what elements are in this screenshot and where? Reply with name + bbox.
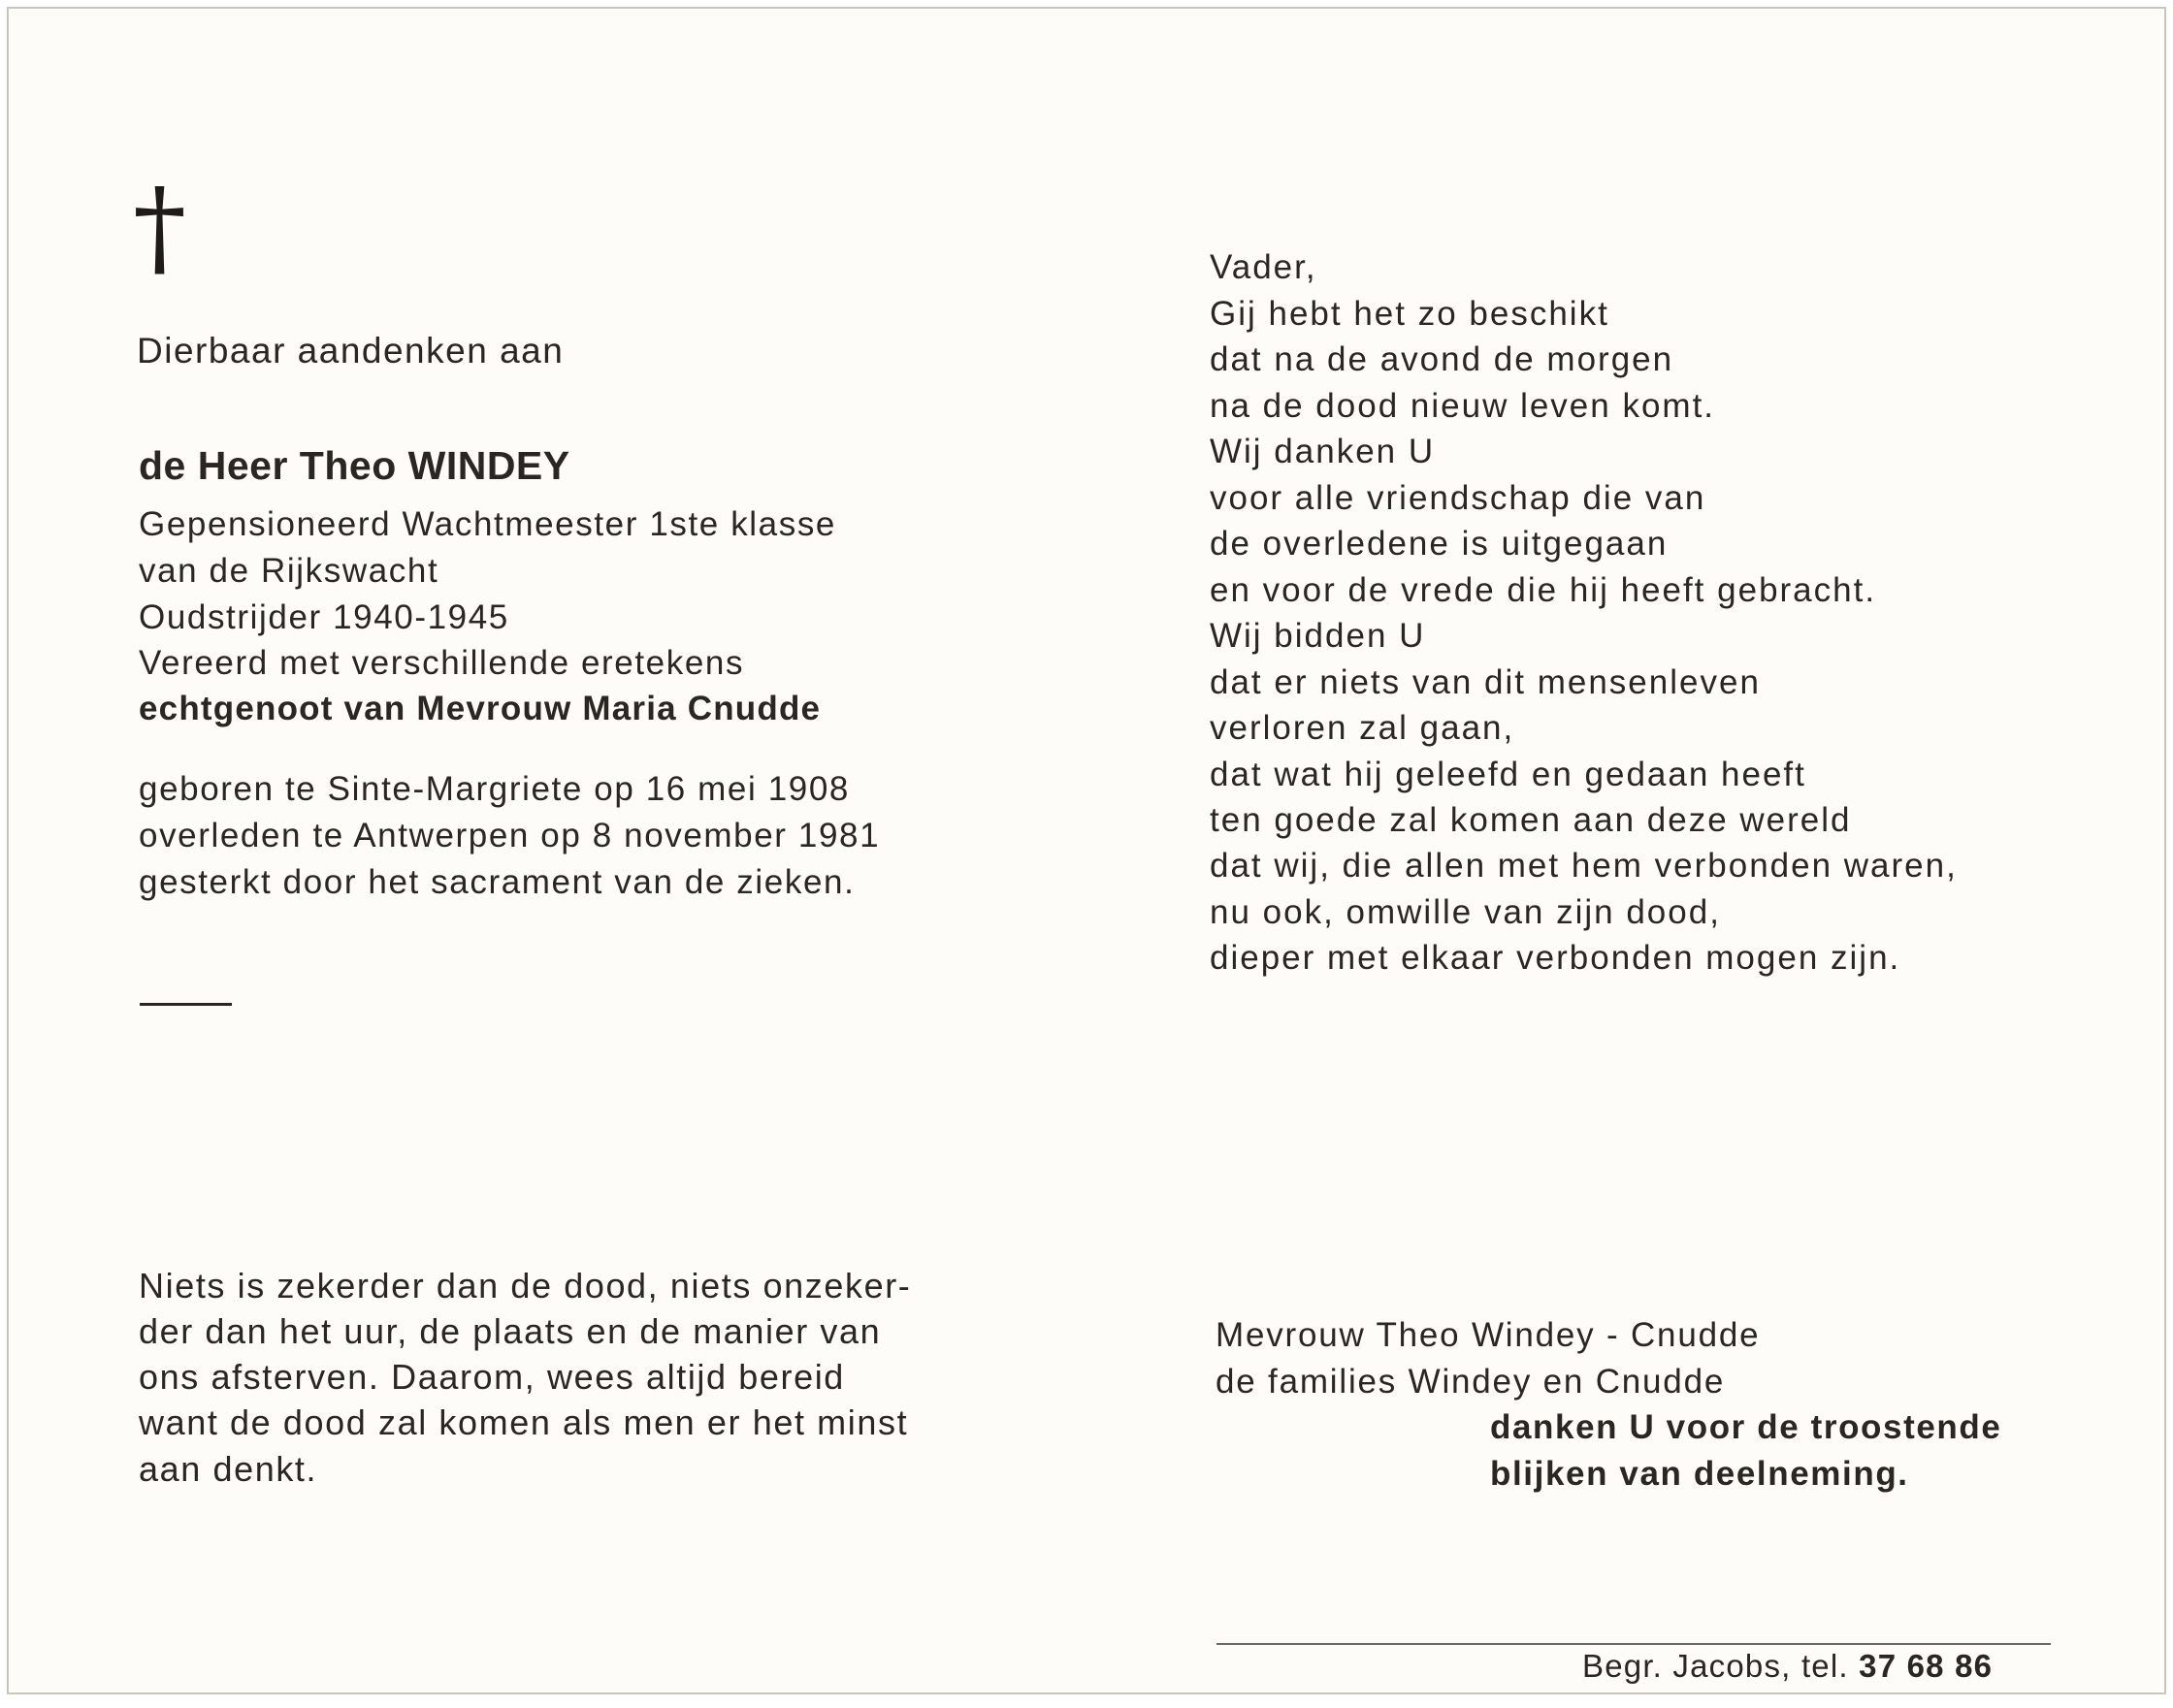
poem-line: nu ook, omwille van zijn dood, (1210, 893, 1721, 931)
poem-line: dat wij, die allen met hem verbonden waren, (1210, 847, 1958, 885)
title-line: Vereerd met verschillende eretekens (139, 644, 745, 682)
spouse-line: echtgenoot van Mevrouw Maria Cnudde (139, 690, 822, 727)
poem-line: Wij bidden U (1210, 617, 1426, 655)
poem-line: de overledene is uitgegaan (1210, 525, 1669, 563)
quote-line: ons afsterven. Daarom, wees altijd bereid (139, 1357, 845, 1397)
title-line: Oudstrijder 1940-1945 (139, 598, 509, 636)
undertaker-tel: 37 68 86 (1859, 1648, 1994, 1684)
poem-line: dat na de avond de morgen (1210, 340, 1674, 378)
undertaker-tel-label: tel. (1800, 1648, 1849, 1684)
undertaker-name: Begr. Jacobs, (1582, 1648, 1792, 1684)
footer-rule (1216, 1643, 2051, 1645)
family-line: de families Windey en Cnudde (1216, 1363, 1726, 1401)
deceased-name: de Heer Theo WINDEY (139, 443, 570, 488)
death-line: overleden te Antwerpen op 8 november 1981 (139, 817, 881, 854)
poem-line: voor alle vriendschap die van (1210, 479, 1706, 517)
quote-line: aan denkt. (139, 1449, 318, 1489)
intro-text: Dierbaar aandenken aan (137, 331, 565, 371)
family-line: Mevrouw Theo Windey - Cnudde (1216, 1316, 1761, 1354)
poem-line: ten goede zal komen aan deze wereld (1210, 801, 1852, 839)
undertaker-info (1582, 1648, 1993, 1685)
memorial-card (7, 7, 2166, 1694)
quote-line: Niets is zekerder dan de dood, niets onzeker- (139, 1266, 912, 1305)
cross-icon: † (133, 165, 186, 289)
poem-line: Gij hebt het zo beschikt (1210, 295, 1609, 333)
quote-line: want de dood zal komen als men er het minst (139, 1402, 909, 1442)
title-line: van de Rijkswacht (139, 552, 439, 590)
thanks-line: blijken van deelneming. (1490, 1455, 1909, 1493)
birth-line: geboren te Sinte-Margriete op 16 mei 1908 (139, 770, 850, 808)
divider (140, 1003, 232, 1006)
poem-line: dieper met elkaar verbonden mogen zijn. (1210, 939, 1901, 977)
poem-line: dat wat hij geleefd en gedaan heeft (1210, 756, 1806, 793)
poem-line: verloren zal gaan, (1210, 709, 1515, 747)
sacrament-line: gesterkt door het sacrament van de zieken. (139, 863, 856, 901)
poem-line: na de dood nieuw leven komt. (1210, 387, 1716, 425)
thanks-line: danken U voor de troostende (1490, 1408, 2002, 1446)
poem-line: Vader, (1210, 248, 1317, 286)
poem-line: dat er niets van dit mensenleven (1210, 663, 1761, 701)
poem-line: Wij danken U (1210, 433, 1436, 470)
title-line: Gepensioneerd Wachtmeester 1ste klasse (139, 505, 836, 543)
poem-line: en voor de vrede die hij heeft gebracht. (1210, 571, 1877, 609)
quote-line: der dan het uur, de plaats en de manier van (139, 1311, 882, 1351)
